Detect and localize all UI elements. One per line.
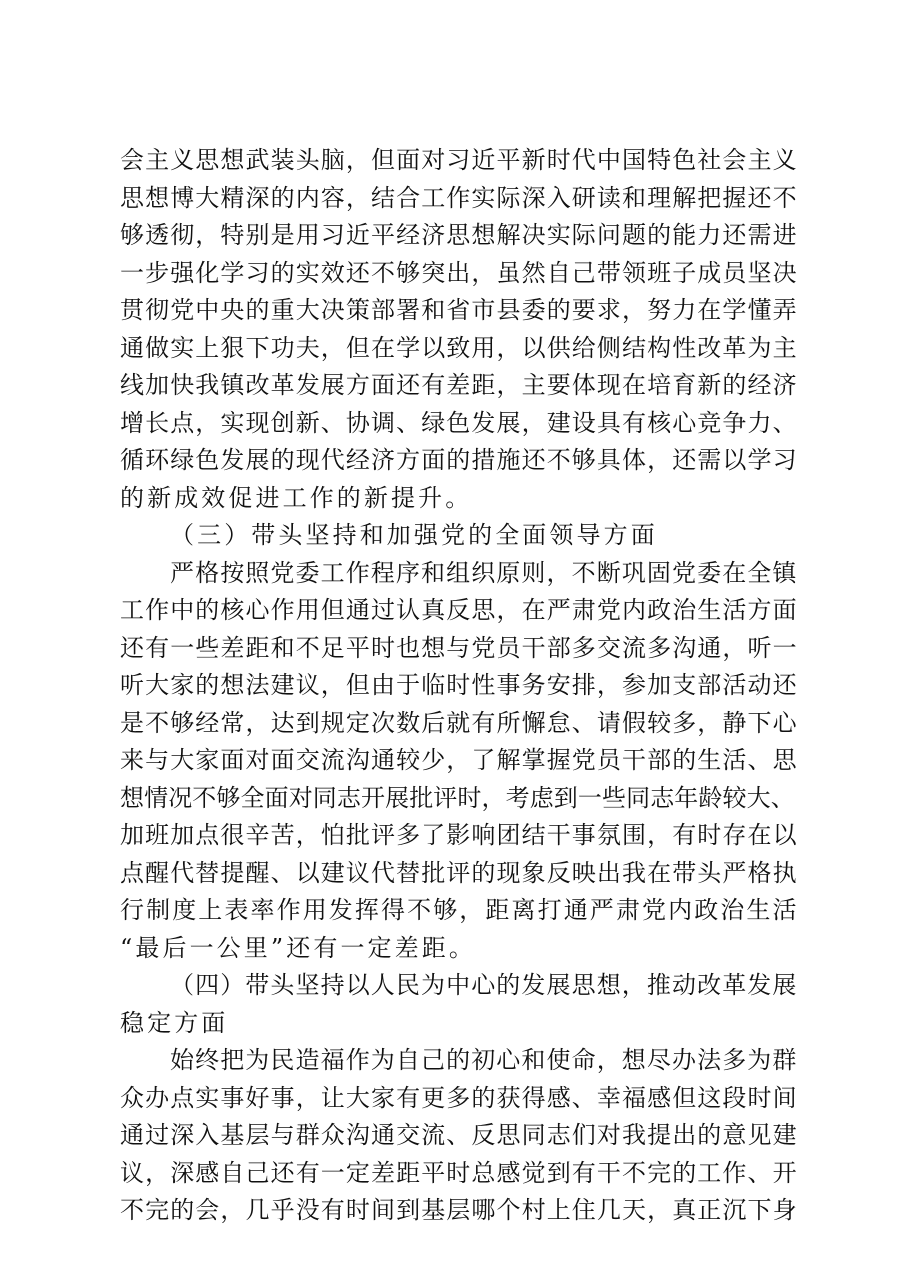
text-line: 通做实上狠下功夫，但在学以致用，以供给侧结构性改革为主: [120, 333, 798, 362]
document-body: [120, 142, 800, 1230]
text-line: 还有一些差距和不足平时也想与党员干部多交流多沟通，听一: [120, 633, 798, 662]
text-line: 的新成效促进工作的新提升。: [120, 483, 473, 512]
text-line: 议，深感自己还有一定差距平时总感觉到有干不完的工作、开: [120, 1158, 798, 1187]
text-line: 工作中的核心作用但通过认真反思，在严肃党内政治生活方面: [120, 596, 798, 624]
text-line: 稳定方面: [120, 1008, 229, 1037]
paragraph-start-line: （三）带头坚持和加强党的全面领导方面: [170, 521, 658, 549]
text-line: 加班加点很辛苦，怕批评多了影响团结干事氛围，有时存在以: [120, 821, 798, 849]
text-line: 不完的会，几乎没有时间到基层哪个村上住几天，真正沉下身: [120, 1196, 798, 1224]
text-line: 增长点，实现创新、协调、绿色发展，建设具有核心竞争力、: [120, 408, 798, 437]
text-line: 是不够经常，达到规定次数后就有所懈怠、请假较多，静下心: [120, 708, 798, 737]
text-line: 贯彻党中央的重大决策部署和省市县委的要求，努力在学懂弄: [120, 296, 798, 324]
text-line: 来与大家面对面交流沟通较少，了解掌握党员干部的生活、思: [120, 746, 798, 774]
text-line: “最后一公里”还有一定差距。: [120, 933, 476, 962]
paragraph-start-line: 严格按照党委工作程序和组织原则，不断巩固党委在全镇: [170, 558, 798, 587]
paragraph-start-line: （四）带头坚持以人民为中心的发展思想，推动改革发展: [170, 971, 798, 999]
text-line: 一步强化学习的实效还不够突出，虽然自己带领班子成员坚决: [120, 258, 798, 287]
text-line: 思想博大精深的内容，结合工作实际深入研读和理解把握还不: [120, 183, 798, 212]
text-line: 够透彻，特别是用习近平经济思想解决实际问题的能力还需进: [120, 221, 798, 249]
text-line: 听大家的想法建议，但由于临时性事务安排，参加支部活动还: [120, 671, 798, 699]
text-line: 点醒代替提醒、以建议代替批评的现象反映出我在带头严格执: [120, 858, 798, 887]
text-line: 循环绿色发展的现代经济方面的措施还不够具体，还需以学习: [120, 446, 798, 474]
text-line: 通过深入基层与群众沟通交流、反思同志们对我提出的意见建: [120, 1121, 798, 1149]
text-line: 众办点实事好事，让大家有更多的获得感、幸福感但这段时间: [120, 1083, 798, 1112]
text-line: 行制度上表率作用发挥得不够，距离打通严肃党内政治生活: [120, 896, 799, 924]
text-line: 想情况不够全面对同志开展批评时，考虑到一些同志年龄较大、: [120, 783, 795, 812]
paragraph-start-line: 始终把为民造福作为自己的初心和使命，想尽办法多为群: [170, 1046, 798, 1074]
text-line: 会主义思想武装头脑，但面对习近平新时代中国特色社会主义: [120, 146, 798, 174]
text-line: 线加快我镇改革发展方面还有差距，主要体现在培育新的经济: [120, 371, 798, 399]
